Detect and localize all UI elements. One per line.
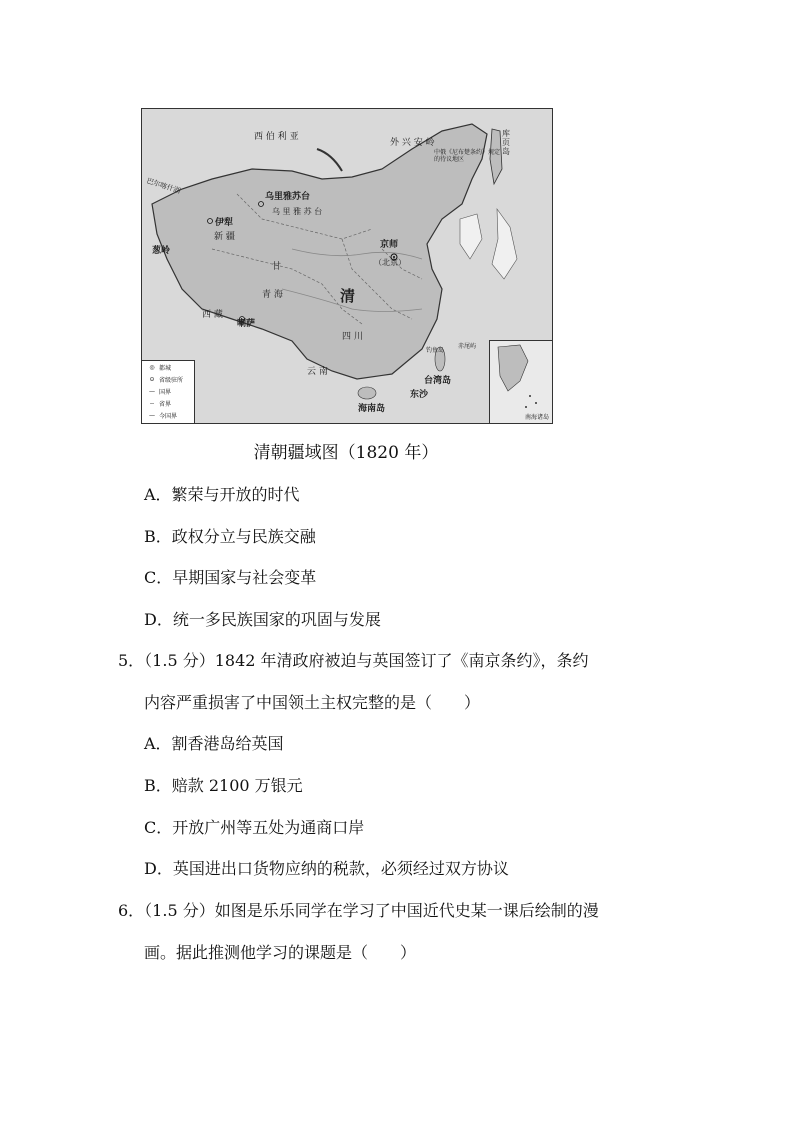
label-hainan: 海南岛 [358, 404, 386, 414]
label-diaoyu: 钓鱼岛 [426, 347, 445, 354]
label-ulyasutai: 乌里雅苏台 [265, 192, 311, 202]
label-ulyasutai-region: 乌 里 雅 苏 台 [272, 207, 323, 216]
q5-stem-line2: 内容严重损害了中国领土主权完整的是（ ） [144, 693, 481, 712]
label-congling: 葱岭 [152, 246, 171, 256]
map-caption: 清朝疆域图（1820 年） [253, 443, 439, 463]
q5-option-a: A．割香港岛给英国 [144, 734, 284, 753]
label-qing: 清 [340, 287, 356, 305]
label-dongsha: 东沙 [410, 390, 429, 400]
label-sichuan: 四 川 [342, 332, 363, 342]
label-taiwan: 台湾岛 [424, 376, 452, 386]
q5-option-b: B．赔款 2100 万银元 [144, 776, 303, 795]
label-siberia: 西 伯 利 亚 [254, 132, 299, 142]
q5-option-d: D．英国进出口货物应纳的税款，必须经过双方协议 [144, 859, 509, 878]
legend-modern-border: 今国界 [159, 412, 178, 420]
label-qinghai: 青 海 [262, 290, 283, 300]
q6-stem-line2: 画。据此推测他学习的课题是（ ） [144, 943, 417, 962]
label-yunnan: 云 南 [307, 367, 328, 377]
label-gansu: 甘 [272, 262, 282, 272]
legend-national-border: 国界 [159, 388, 172, 396]
q5-option-c: C．开放广州等五处为通商口岸 [144, 818, 365, 837]
label-nerchinsk: 中俄《尼布楚条约》规定的待议地区 [434, 149, 501, 163]
q4-option-a: A．繁荣与开放的时代 [144, 485, 300, 504]
q5-stem-line1: 5．（1.5 分）1842 年清政府被迫与英国签订了《南京条约》，条约 [118, 651, 589, 670]
label-balkhash: 巴尔喀什湖 [145, 176, 182, 196]
label-waixinganling: 外 兴 安 岭 [390, 138, 435, 148]
label-beijing: （北京） [374, 258, 406, 267]
provincial-seat-icon: ⊙ [149, 375, 155, 383]
south-china-sea-inset [489, 340, 552, 423]
label-kuye: 库 页 岛 [502, 129, 510, 156]
national-border-icon: — [149, 387, 155, 395]
provincial-border-icon: ‐‐ [149, 399, 155, 407]
q4-option-d: D．统一多民族国家的巩固与发展 [144, 610, 381, 629]
q4-option-b: B．政权分立与民族交融 [144, 527, 316, 546]
legend-provincial: 省级驻所 [159, 376, 184, 384]
qing-territory-map [141, 108, 553, 424]
map-legend [142, 360, 195, 423]
label-lasa: 喇萨 [237, 319, 256, 329]
legend-provincial-border: 省界 [159, 400, 172, 408]
legend-capital: 都城 [159, 364, 172, 372]
q6-stem-line1: 6．（1.5 分）如图是乐乐同学在学习了中国近代史某一课后绘制的漫 [118, 901, 599, 920]
label-jingshi: 京师 [380, 240, 399, 250]
label-xinjiang: 新 疆 [214, 232, 235, 242]
q4-option-c: C．早期国家与社会变革 [144, 568, 317, 587]
inset-label: 南海诸岛 [524, 414, 549, 421]
label-xizang: 西 藏 [202, 310, 223, 320]
modern-border-icon: — [149, 411, 155, 419]
hainan-shape [358, 387, 376, 399]
capital-symbol-icon: ◎ [149, 363, 155, 371]
label-chiwei: 赤尾屿 [458, 343, 477, 350]
label-yili: 伊犁 [215, 218, 234, 228]
